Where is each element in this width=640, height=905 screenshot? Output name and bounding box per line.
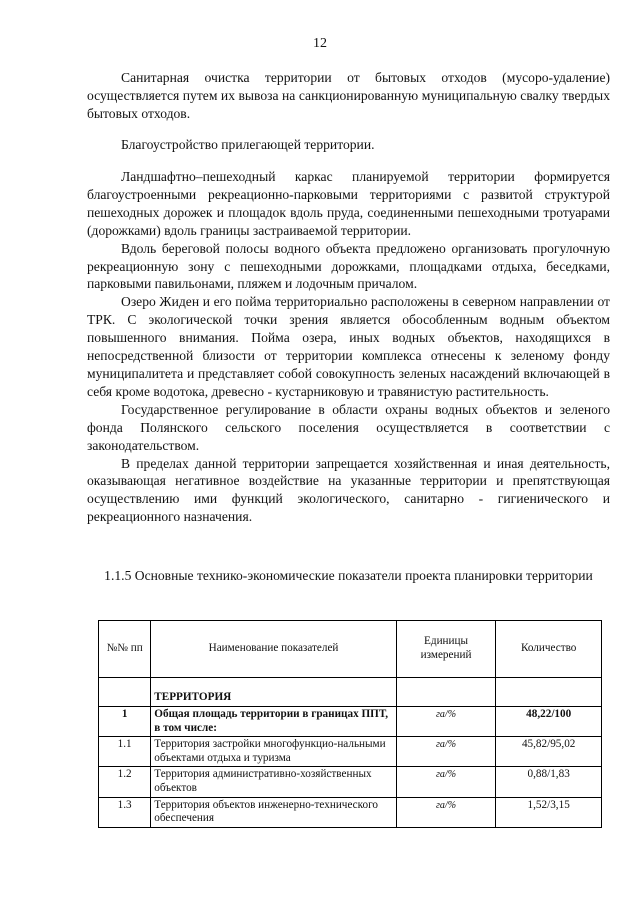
paragraph-lake: Озеро Жиден и его пойма территориально расположены в северном направлении от ТРК. С экологической точки зрения является обособленным водным объектом повышенного внимания. Пойма озера, иных водных объектов, находящихся в непосредственной близости от территории комплекса отнесены к зеленому фонду муниципалитета и представляет собой совокупность зеленых насаждений включающей в себя кроме водотока, древесно - кустарниковую и травянистую растительность.	[87, 294, 610, 399]
row-num: 1	[99, 707, 151, 737]
section-label: ТЕРРИТОРИЯ	[151, 678, 396, 707]
section-title: 1.1.5 Основные технико-экономические показатели проекта планировки территории	[104, 568, 593, 583]
body-text-block-3	[87, 168, 610, 526]
paragraph-restrictions: В пределах данной территории запрещается хозяйственная и иная деятельность, оказывающая негативное воздействие на указанные территории и препятствующая осуществлению ими функций экологического, санитарно - гигиенического и рекреационного назначения.	[87, 455, 610, 525]
row-num: 1.1	[99, 737, 151, 767]
row-qty: 1,52/3,15	[496, 797, 602, 827]
row-qty: 48,22/100	[496, 707, 602, 737]
row-unit: га/%	[396, 797, 496, 827]
header-name: Наименование показателей	[151, 621, 396, 678]
paragraph-shoreline: Вдоль береговой полосы водного объекта предложено организовать прогулочную рекреационную зону с пешеходными дорожками, площадками отдыха, беседками, парковыми павильонами, пляжем и лодочным причалом.	[87, 240, 610, 292]
page-number: 12	[313, 36, 327, 51]
section-qty-cell	[496, 678, 602, 707]
table-row	[99, 707, 602, 737]
section-num-cell	[99, 678, 151, 707]
body-text-block-2	[87, 136, 610, 154]
row-unit: га/%	[396, 737, 496, 767]
row-unit: га/%	[396, 707, 496, 737]
paragraph-landscaping-heading: Благоустройство прилегающей территории.	[121, 137, 375, 152]
table-section-row	[99, 678, 602, 707]
row-qty: 45,82/95,02	[496, 737, 602, 767]
header-qty: Количество	[496, 621, 602, 678]
row-qty: 0,88/1,83	[496, 767, 602, 797]
row-name: Общая площадь территории в границах ППТ, в том числе:	[151, 707, 396, 737]
body-text-block-1	[87, 69, 610, 123]
table-row	[99, 797, 602, 827]
table-row	[99, 767, 602, 797]
header-num: №№ пп	[99, 621, 151, 678]
row-name: Территория застройки многофункцио-нальными объектами отдыха и туризма	[151, 737, 396, 767]
table-header-row	[99, 621, 602, 678]
paragraph-pedestrian-frame: Ландшафтно–пешеходный каркас планируемой территории формируется благоустроенными рекреационно-парковыми территориями с развитой структурой пешеходных дорожек и площадок вдоль пруда, соединенными пешеходными тротуарами (дорожками) вдоль границы застраиваемой территории.	[87, 169, 610, 238]
row-num: 1.2	[99, 767, 151, 797]
paragraph-sanitation: Санитарная очистка территории от бытовых отходов (мусоро-удаление) осуществляется путем их вывоза на санкционированную муниципальную свалку твердых бытовых отходов.	[87, 70, 610, 121]
section-unit-cell	[396, 678, 496, 707]
row-unit: га/%	[396, 767, 496, 797]
header-unit: Единицы измерений	[396, 621, 496, 678]
paragraph-regulation: Государственное регулирование в области охраны водных объектов и зеленого фонда Полянского сельского поселения осуществляется в соответствии с законодательством.	[87, 401, 610, 453]
row-name: Территория объектов инженерно-технического обеспечения	[151, 797, 396, 827]
indicators-table	[98, 620, 602, 828]
row-num: 1.3	[99, 797, 151, 827]
table-row	[99, 737, 602, 767]
row-name: Территория административно-хозяйственных объектов	[151, 767, 396, 797]
